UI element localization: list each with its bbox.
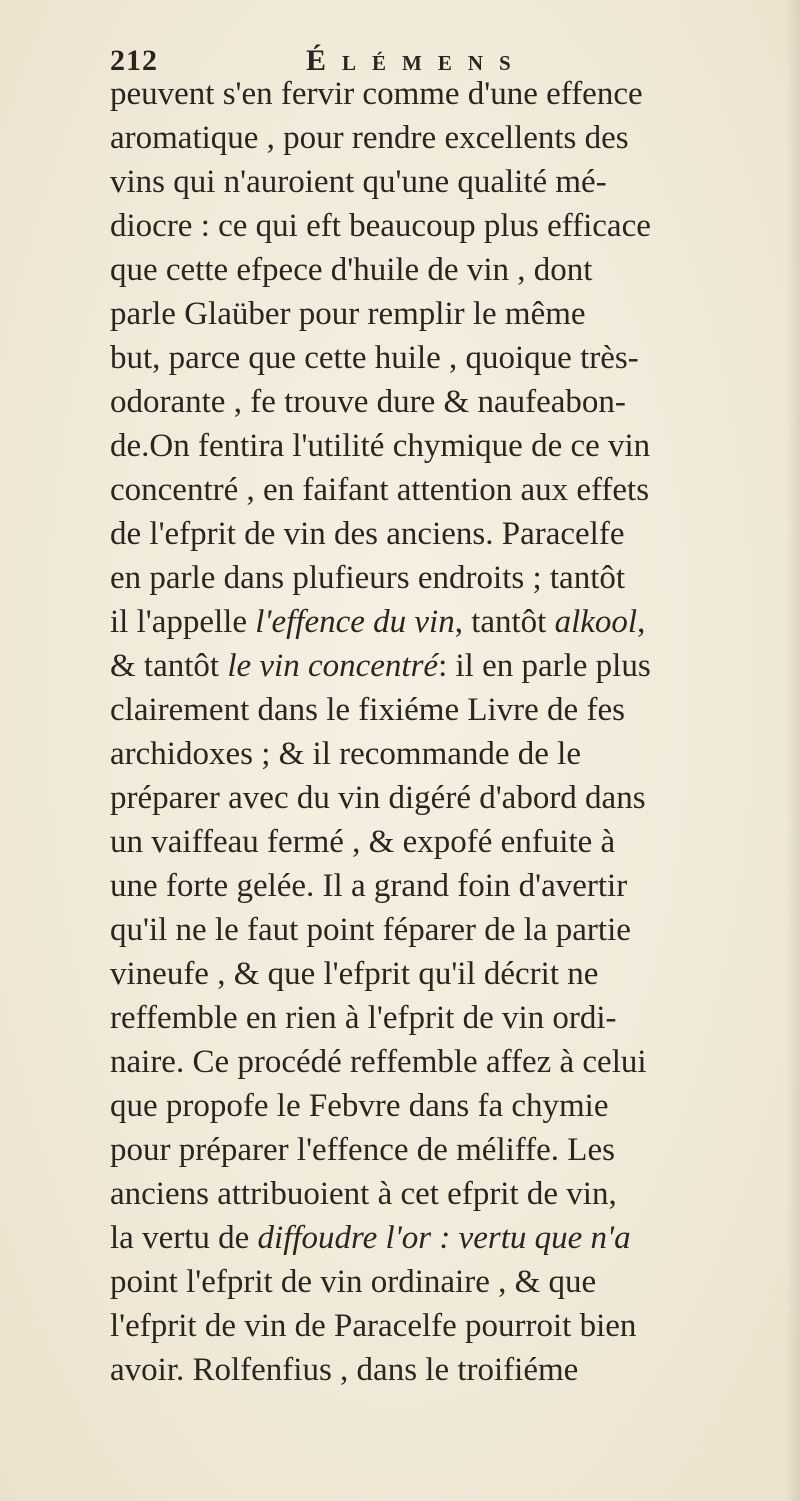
text-run: préparer avec du vin digéré d'abord dans: [110, 780, 646, 816]
text-line: [110, 116, 790, 160]
text-run: il l'appelle: [110, 604, 256, 640]
text-line: [110, 556, 790, 600]
text-line: [110, 1216, 790, 1260]
text-line: [110, 864, 790, 908]
text-run: anciens attribuoient à cet efprit de vin,: [110, 1176, 617, 1212]
text-run: , tantôt: [454, 604, 555, 640]
italic-text: le vin concentré: [227, 648, 439, 684]
text-line: [110, 820, 790, 864]
text-line: [110, 204, 790, 248]
text-line: [110, 1172, 790, 1216]
text-line: [110, 512, 790, 556]
text-run: concentré , en faifant attention aux effets: [110, 472, 650, 508]
text-line: [110, 996, 790, 1040]
text-line: [110, 908, 790, 952]
text-line: [110, 1260, 790, 1304]
text-line: [110, 644, 790, 688]
text-line: [110, 732, 790, 776]
text-run: but, parce que cette huile , quoique très-: [110, 340, 639, 376]
text-line: [110, 688, 790, 732]
italic-text: alkool: [554, 604, 638, 640]
running-title: Élémens: [306, 44, 527, 77]
text-run: avoir. Rolfenfius , dans le troifiéme: [110, 1352, 579, 1388]
text-line: [110, 776, 790, 820]
text-run: de.On fentira l'utilité chymique de ce vin: [110, 428, 651, 464]
text-run: archidoxes ; & il recommande de le: [110, 736, 581, 772]
text-run: & tantôt: [110, 648, 228, 684]
text-line: [110, 1084, 790, 1128]
text-run: la vertu de: [110, 1220, 258, 1256]
text-line: [110, 1348, 790, 1392]
text-run: ,: [637, 604, 646, 640]
italic-text: l'effence du vin: [255, 604, 455, 640]
text-run: parle Glaüber pour remplir le même: [110, 296, 586, 332]
text-run: que cette efpece d'huile de vin , dont: [110, 252, 593, 288]
text-line: [110, 424, 790, 468]
text-run: l'efprit de vin de Paracelfe pourroit bien: [110, 1308, 637, 1344]
text-run: vins qui n'auroient qu'une qualité mé-: [110, 164, 607, 200]
text-line: [110, 1304, 790, 1348]
text-run: vineufe , & que l'efprit qu'il décrit ne: [110, 956, 599, 992]
text-run: en parle dans plufieurs endroits ; tantôt: [110, 560, 626, 596]
text-run: peuvent s'en fervir comme d'une effence: [110, 76, 643, 112]
text-line: [110, 380, 790, 424]
text-run: une forte gelée. Il a grand foin d'avertir: [110, 868, 628, 904]
text-run: que propofe le Febvre dans fa chymie: [110, 1088, 609, 1124]
text-line: [110, 72, 790, 116]
text-run: de l'efprit de vin des anciens. Paracelfe: [110, 516, 625, 552]
text-run: : il en parle plus: [438, 648, 651, 684]
page-number: 212: [110, 44, 158, 77]
text-run: point l'efprit de vin ordinaire , & que: [110, 1264, 597, 1300]
text-line: [110, 468, 790, 512]
text-run: pour préparer l'effence de méliffe. Les: [110, 1132, 615, 1168]
text-run: naire. Ce procédé reffemble affez à celui: [110, 1044, 647, 1080]
body-text: [110, 72, 790, 1392]
text-line: [110, 292, 790, 336]
text-line: [110, 336, 790, 380]
text-run: un vaiffeau fermé , & expofé enfuite à: [110, 824, 616, 860]
text-line: [110, 952, 790, 996]
text-line: [110, 248, 790, 292]
text-line: [110, 600, 790, 644]
text-line: [110, 1128, 790, 1172]
text-run: qu'il ne le faut point féparer de la partie: [110, 912, 631, 948]
text-run: clairement dans le fixiéme Livre de fes: [110, 692, 625, 728]
text-run: aromatique , pour rendre excellents des: [110, 120, 629, 156]
text-run: reffemble en rien à l'efprit de vin ordi-: [110, 1000, 617, 1036]
italic-text: diffoudre l'or : vertu que n'a: [257, 1220, 631, 1256]
text-line: [110, 160, 790, 204]
text-line: [110, 1040, 790, 1084]
text-run: diocre : ce qui eft beaucoup plus efficace: [110, 208, 651, 244]
text-run: odorante , fe trouve dure & naufeabon-: [110, 384, 626, 420]
